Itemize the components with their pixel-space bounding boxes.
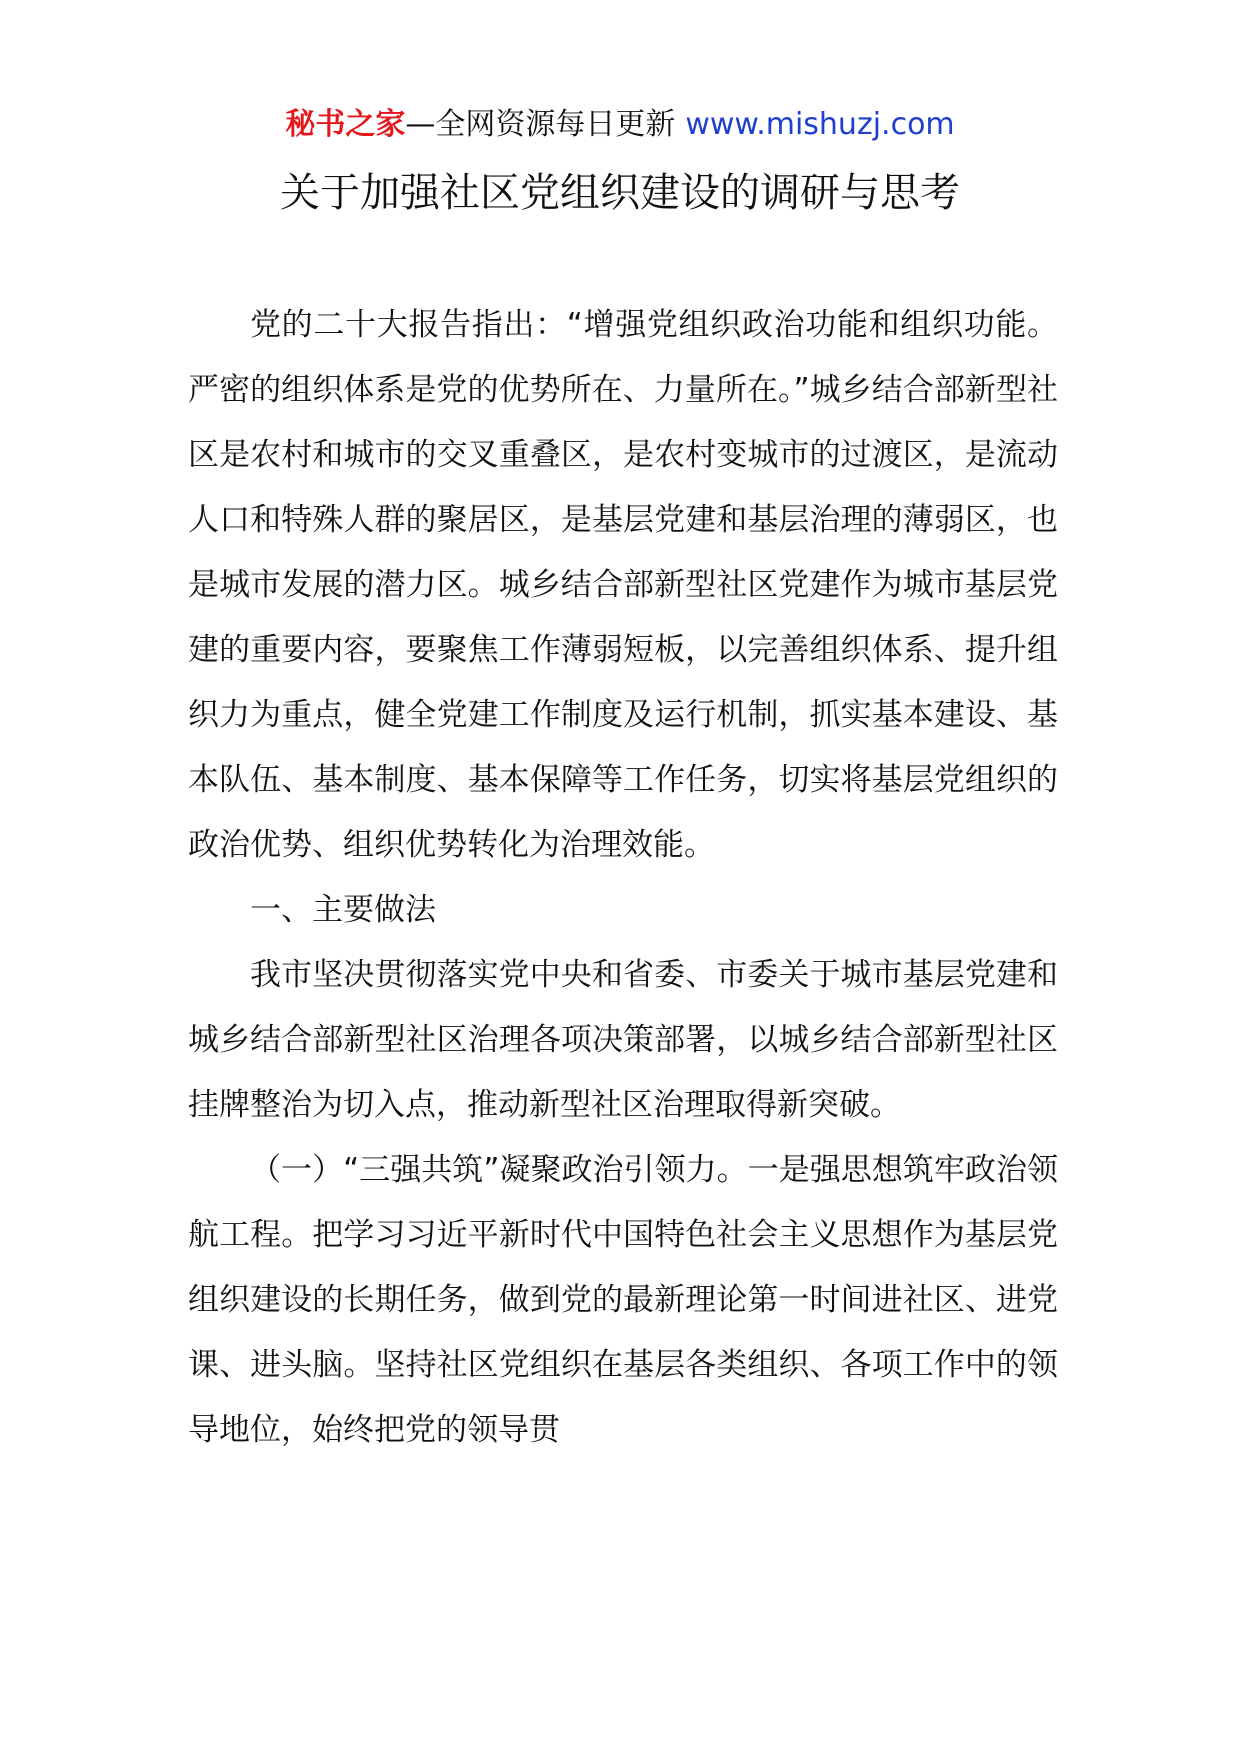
paragraph-political-leadership: （一）“三强共筑”凝聚政治引领力。一是强思想筑牢政治领航工程。把学习习近平新时代中国特色社会主义思想作为基层党组织建设的长期任务，做到党的最新理论第一时间进社区、进党课、进头脑。坚持社区党组织在基层各类组织、各项工作中的领导地位，始终把党的领导贯 — [188, 1152, 1058, 1448]
paragraph-practices-overview: 我市坚决贯彻落实党中央和省委、市委关于城市基层党建和城乡结合部新型社区治理各项决策部署，以城乡结合部新型社区挂牌整治为切入点，推动新型社区治理取得新突破。 — [188, 957, 1058, 1123]
section-heading-main-practices: 一、主要做法 — [250, 892, 436, 928]
site-url-link[interactable]: www.mishuzj.com — [685, 107, 955, 142]
document-title: 关于加强社区党组织建设的调研与思考 — [280, 170, 960, 216]
document-body — [188, 293, 1058, 1463]
site-header-banner — [0, 100, 1240, 150]
paragraph-intro: 党的二十大报告指出：“增强党组织政治功能和组织功能。严密的组织体系是党的优势所在、力量所在。”城乡结合部新型社区是农村和城市的交叉重叠区，是农村变城市的过渡区，是流动人口和特殊人群的聚居区，是基层党建和基层治理的薄弱区，也是城市发展的潜力区。城乡结合部新型社区党建作为城市基层党建的重要内容，要聚焦工作薄弱短板，以完善组织体系、提升组织力为重点，健全党建工作制度及运行机制，抓实基本建设、基本队伍、基本制度、基本保障等工作任务，切实将基层党组织的政治优势、组织优势转化为治理效能。 — [188, 307, 1058, 863]
brand-name: 秘书之家 — [285, 107, 406, 142]
header-tagline: —全网资源每日更新 — [405, 107, 676, 142]
